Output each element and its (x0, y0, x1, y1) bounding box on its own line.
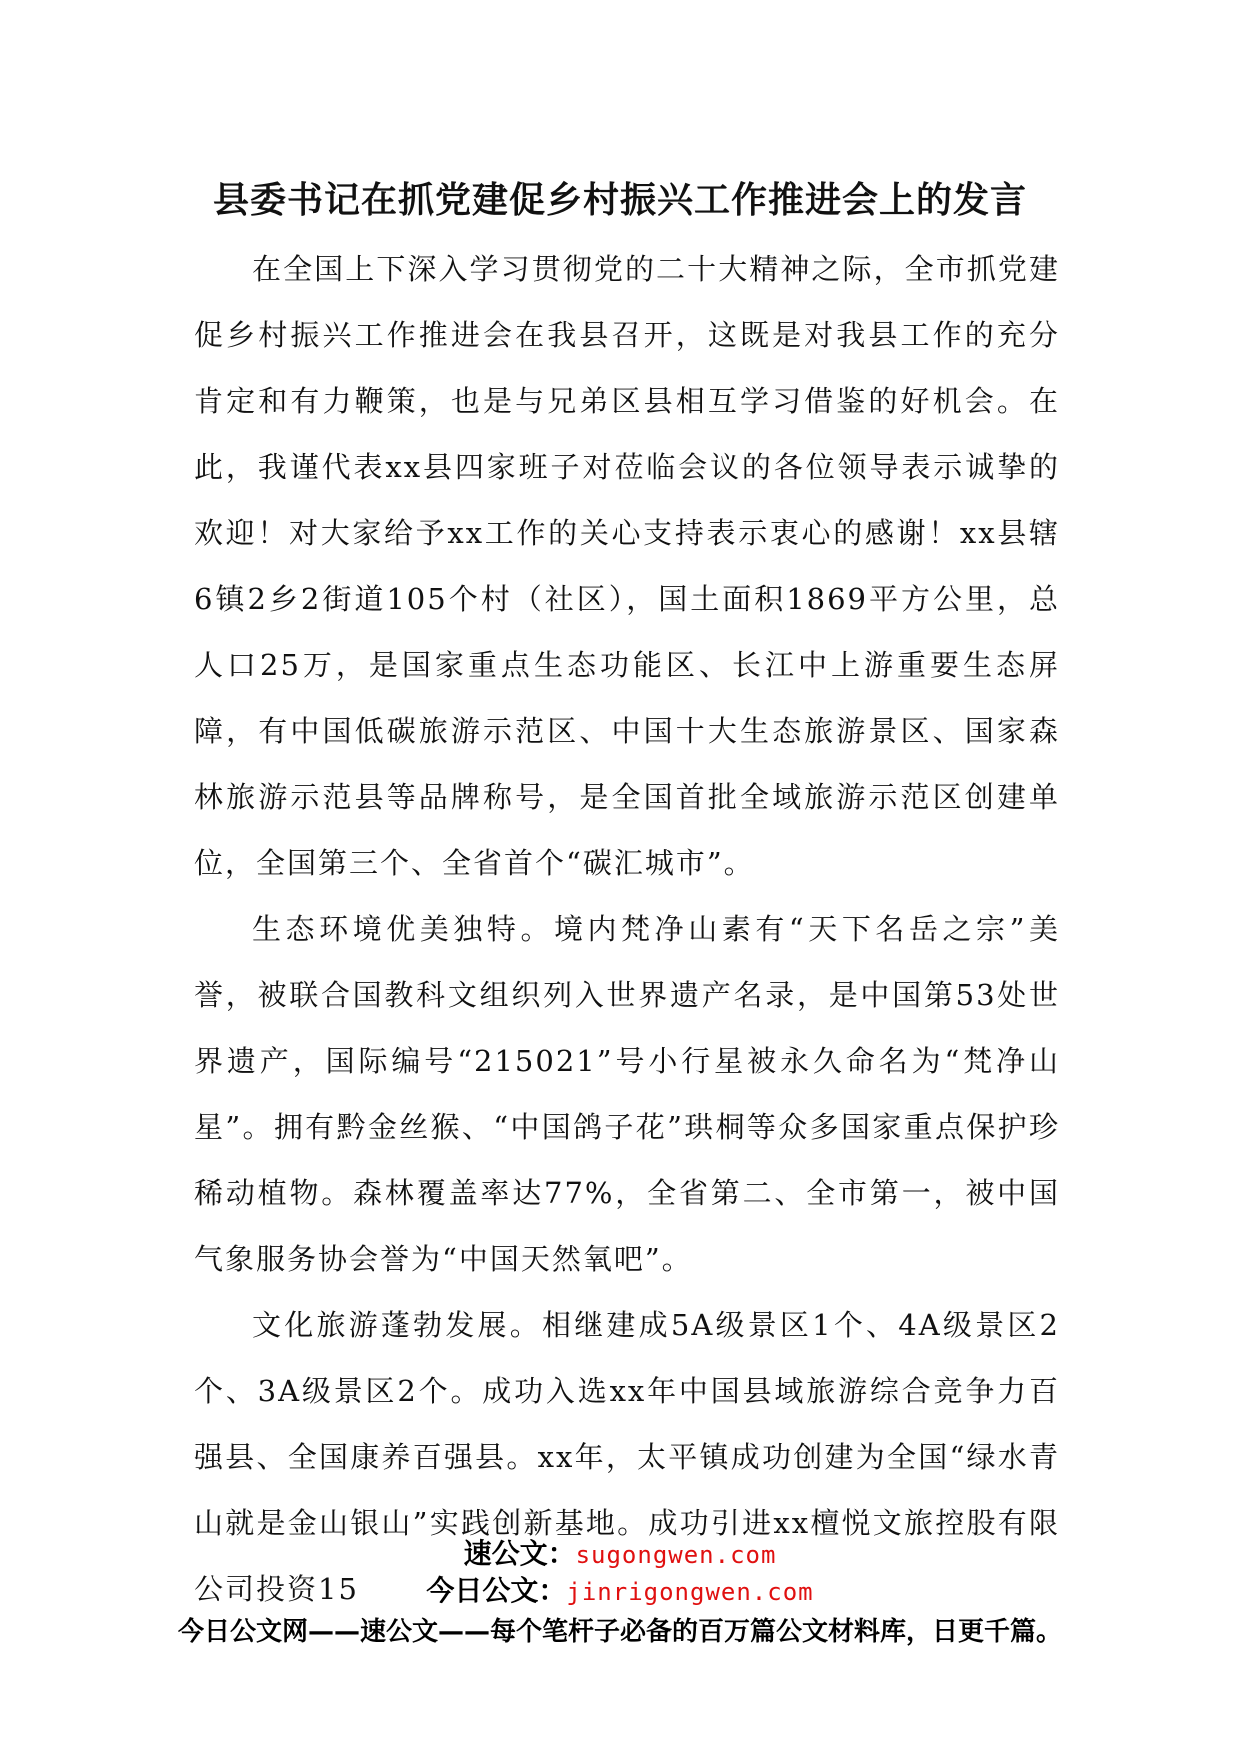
footer-link-sugongwen[interactable]: sugongwen.com (575, 1541, 777, 1569)
paragraph-intro: 在全国上下深入学习贯彻党的二十大精神之际，全市抓党建促乡村振兴工作推进会在我县召开，这既是对我县工作的充分肯定和有力鞭策，也是与兄弟区县相互学习借鉴的好机会。在此，我谨代表xx县四家班子对莅临会议的各位领导表示诚挚的欢迎！对大家给予xx工作的关心支持表示衷心的感谢！xx县辖6镇2乡2街道105个村（社区），国土面积1869平方公里，总人口25万，是国家重点生态功能区、长江中上游重要生态屏障，有中国低碳旅游示范区、中国十大生态旅游景区、国家森林旅游示范县等品牌称号，是全国首批全域旅游示范区创建单位，全国第三个、全省首个“碳汇城市”。 (194, 252, 1060, 880)
footer-link-jinrigongwen[interactable]: jinrigongwen.com (566, 1578, 814, 1606)
paragraph-ecology: 生态环境优美独特。境内梵净山素有“天下名岳之宗”美誉，被联合国教科文组织列入世界遗产名录，是中国第53处世界遗产，国际编号“215021”号小行星被永久命名为“梵净山星”。拥有黔金丝猴、“中国鸽子花”珙桐等众多国家重点保护珍稀动植物。森林覆盖率达77%，全省第二、全市第一，被中国气象服务协会誉为“中国天然氧吧”。 (194, 912, 1060, 1276)
document-title: 县委书记在抓党建促乡村振兴工作推进会上的发言 (212, 180, 1027, 221)
footer-label-sugongwen: 速公文： (463, 1537, 576, 1570)
footer-line-jinrigongwen (0, 1573, 1240, 1610)
paragraph-tourism: 文化旅游蓬勃发展。相继建成5A级景区1个、4A级景区2个、3A级景区2个。成功入选xx年中国县域旅游综合竞争力百强县、全国康养百强县。xx年，太平镇成功创建为全国“绿水青山就是金山银山”实践创新基地。成功引进xx檀悦文旅控股有限公司投资15 (194, 1308, 1060, 1606)
document-body (194, 236, 1060, 1622)
footer (0, 1536, 1240, 1652)
footer-line-sugongwen (0, 1536, 1240, 1573)
footer-label-jinrigongwen: 今日公文： (426, 1574, 567, 1607)
footer-slogan: 今日公文网——速公文——每个笔杆子必备的百万篇公文材料库，日更千篇。 (177, 1617, 1062, 1647)
